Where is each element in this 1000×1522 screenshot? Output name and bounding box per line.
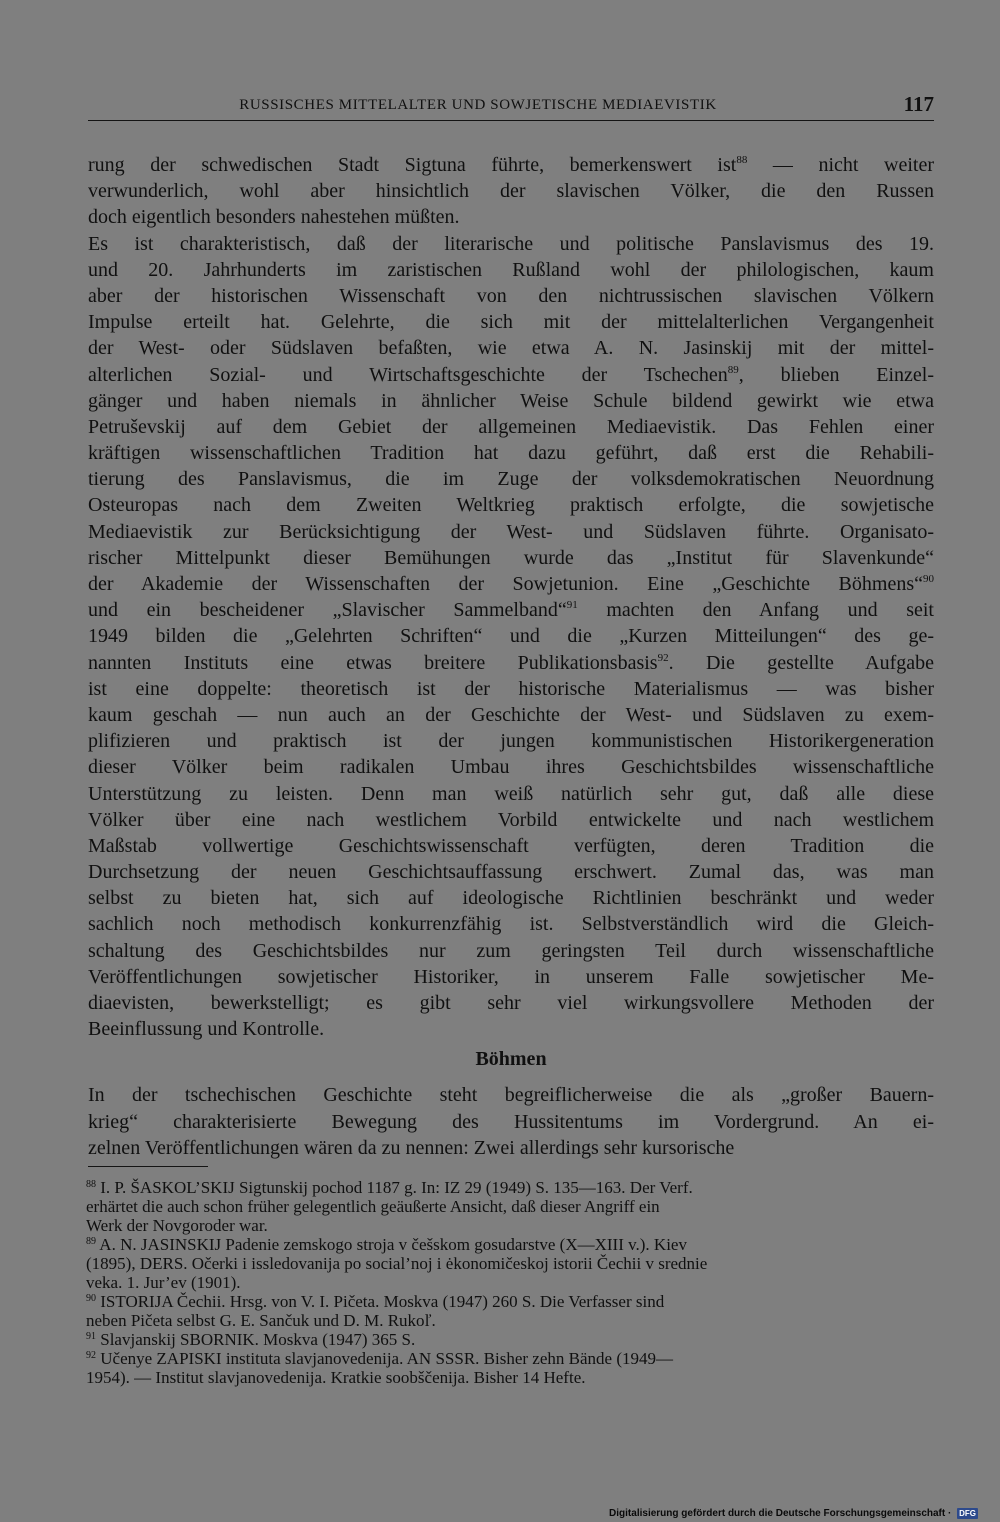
text-line: doch eigentlich besonders nahestehen müßten. [88, 206, 460, 229]
text-line: diaevisten, bewerkstelligt; es gibt sehr viel wirkungsvollere Methoden der [88, 992, 934, 1014]
footnote-ref: 92 [657, 651, 669, 664]
running-title: RUSSISCHES MITTELALTER UND SOWJETISCHE MEDIAEVISTIK [239, 97, 717, 113]
text-line: rischer Mittelpunkt dieser Bemühungen wurde das „Institut für Slavenkunde“ [88, 546, 934, 569]
footnote-line: Werk der Novgoroder war. [86, 1216, 268, 1235]
footnote-line: $^{89}$ A. N. JASINSKIJ Padenie zemskogo stroja v češskom gosudarstve (X—XIII v.). Kiev [86, 1235, 687, 1254]
text-line: schaltung des Geschichtsbildes nur zum geringsten Teil durch wissenschaftliche [88, 939, 934, 962]
text-line: der West- oder Südslaven befaßten, wie etwa A. N. Jasinskij mit der mittel- [88, 337, 934, 360]
text-line: Petruševskij auf dem Gebiet der allgemeinen Mediaevistik. Das Fehlen einer [88, 415, 934, 438]
text-line: und 20. Jahrhunderts im zaristischen Rußland wohl der philologischen, kaum [88, 258, 934, 281]
text-line: dieser Völker beim radikalen Umbau ihres Geschichtsbildes wissenschaftliche [88, 756, 934, 779]
text-line: Unterstützung zu leisten. Denn man weiß natürlich sehr gut, daß alle diese [88, 782, 934, 805]
footnote-number: 90 [86, 1293, 96, 1304]
paragraph-3 [88, 1082, 934, 1161]
text-line: Osteuropas nach dem Zweiten Weltkrieg praktisch erfolgte, die sowjetische [88, 494, 934, 517]
section-heading: Böhmen [475, 1048, 547, 1071]
footnote-line: $^{88}$ I. P. ŠASKOL’SKIJ Sigtunskij pochod 1187 g. In: IZ 29 (1949) S. 135—163. Der Verf. [86, 1178, 693, 1197]
footnote-line: 1954). — Institut slavjanovedenija. Kratkie soobščenija. Bisher 14 Hefte. [86, 1368, 586, 1387]
footnote-line: $^{92}$ Učenye ZAPISKI instituta slavjanovedenija. AN SSSR. Bisher zehn Bände (1949— [86, 1349, 673, 1368]
text-line: der Akademie der Wissenschaften der Sowjetunion. Eine „Geschichte Böhmens“$^{90}$ [88, 573, 934, 595]
text-line: Beeinflussung und Kontrolle. [88, 1018, 325, 1041]
paragraph-2 [88, 231, 934, 1043]
dfg-credit [609, 1508, 978, 1519]
footnote-line: neben Pičeta selbst G. E. Sančuk und D. M. Rukoľ. [86, 1311, 436, 1330]
text-line: Völker über eine nach westlichem Vorbild entwickelte und nach westlichem [88, 808, 934, 831]
text-line: rung der schwedischen Stadt Sigtuna führte, bemerkenswert ist$^{88}$ — nicht weiter [88, 154, 934, 176]
footnote-number: 89 [86, 1236, 96, 1247]
text-line: Maßstab vollwertige Geschichtswissenschaft verfügten, deren Tradition die [88, 834, 934, 857]
text-line: Impulse erteilt hat. Gelehrte, die sich mit der mittelalterlichen Vergangenheit [88, 311, 934, 334]
footnotes [86, 1178, 932, 1387]
text-line: gänger und haben niemals in ähnlicher Weise Schule bildend gewirkt wie etwa [88, 389, 934, 412]
text-line: krieg“ charakterisierte Bewegung des Hussitentums im Vordergrund. An ei- [88, 1110, 934, 1133]
text-line: zelnen Veröffentlichungen wären da zu nennen: Zwei allerdings sehr kursorische [88, 1136, 735, 1159]
footnote-line: $^{90}$ ISTORIJA Čechii. Hrsg. von V. I. Pičeta. Moskva (1947) 260 S. Die Verfasser sind [86, 1292, 665, 1311]
footnote-line: $^{91}$ Slavjanskij SBORNIK. Moskva (1947) 365 S. [86, 1330, 416, 1349]
footnote-ref: 88 [736, 154, 748, 166]
page-number: 117 [903, 92, 934, 116]
footnote-number: 91 [86, 1331, 96, 1342]
header-rule [88, 120, 934, 121]
text-line: Mediaevistik zur Berücksichtigung der West- und Südslaven führte. Organisato- [88, 520, 934, 543]
text-line: Durchsetzung der neuen Geschichtsauffassung erschwert. Zumal das, was man [88, 861, 934, 884]
text-line: nannten Instituts eine etwas breitere Publikationsbasis$^{92}$. Die gestellte Aufgabe [88, 651, 935, 674]
footnote-number: 88 [86, 1179, 96, 1190]
credit-text: Digitalisierung gefördert durch die Deutsche Forschungsgemeinschaft · [609, 1508, 952, 1520]
body-text [88, 152, 934, 1161]
text-line: 1949 bilden die „Gelehrten Schriften“ und die „Kurzen Mitteilungen“ des ge- [88, 625, 934, 648]
paragraph-1 [88, 152, 934, 231]
footnote-rule [88, 1166, 208, 1167]
text-line: alterlichen Sozial- und Wirtschaftsgeschichte der Tschechen$^{89}$, blieben Einzel- [88, 363, 934, 386]
footnote-line: erhärtet die auch schon früher gelegentlich geäußerte Ansicht, daß dieser Angriff ein [86, 1197, 660, 1216]
text-line: aber der historischen Wissenschaft von den nichtrussischen slavischen Völkern [88, 284, 934, 307]
text-line: und ein bescheidener „Slavischer Sammelband“$^{91}$ machten den Anfang und seit [88, 599, 934, 622]
text-line: Veröffentlichungen sowjetischer Historiker, in unserem Falle sowjetischer Me- [88, 965, 934, 988]
footnote-ref: 89 [727, 363, 739, 376]
footnote-line: (1895), DERS. Očerki i issledovanija po social’noj i ėkonomičeskoj istorii Čechii v srednie [86, 1254, 708, 1273]
text-line: ist eine doppelte: theoretisch ist der historische Materialismus — was bisher [88, 677, 934, 700]
text-line: kaum geschah — nun auch an der Geschichte der West- und Südslaven zu exem- [88, 703, 934, 726]
text-line: selbst zu bieten hat, sich auf ideologische Richtlinien beschränkt und weder [88, 887, 934, 910]
footnote-ref: 90 [923, 573, 934, 585]
dfg-logo: DFG [959, 1509, 976, 1518]
text-line: verwunderlich, wohl aber hinsichtlich der slavischen Völker, die den Russen [88, 180, 934, 203]
footnote-line: veka. 1. Jur’ev (1901). [86, 1273, 241, 1292]
text-line: plifizieren und praktisch ist der jungen kommunistischen Historikergeneration [88, 730, 934, 753]
footnote-ref: 91 [566, 599, 578, 612]
footnote-number: 92 [86, 1350, 96, 1361]
text-line: kräftigen wissenschaftlichen Tradition hat dazu geführt, daß erst die Rehabili- [88, 442, 934, 465]
text-line: tierung des Panslavismus, die im Zuge der volksdemokratischen Neuordnung [88, 468, 934, 491]
text-line: Es ist charakteristisch, daß der literarische und politische Panslavismus des 19. [88, 232, 934, 255]
running-head [88, 92, 934, 121]
text-line: sachlich noch methodisch konkurrenzfähig ist. Selbstverständlich wird die Gleich- [88, 913, 934, 936]
text-line: In der tschechischen Geschichte steht begreiflicherweise die als „großer Bauern- [88, 1084, 934, 1107]
